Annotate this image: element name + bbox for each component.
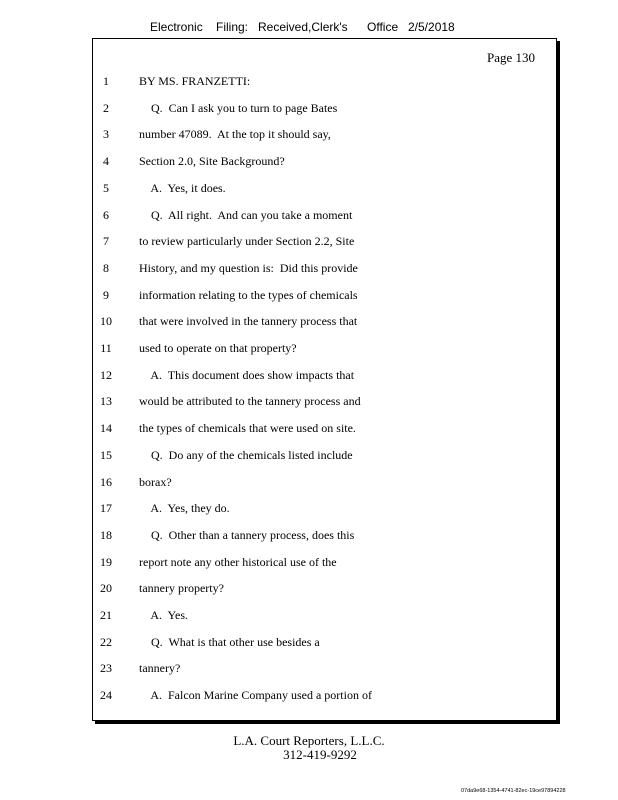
footer-phone: 312-419-9292	[283, 747, 357, 762]
line-number: 23	[100, 661, 112, 675]
line-number: 17	[100, 501, 112, 515]
header-date: 2/5/2018	[408, 20, 455, 34]
transcript-line: A. Yes, they do.	[139, 501, 230, 515]
transcript-line: borax?	[139, 475, 172, 489]
line-number: 7	[103, 234, 109, 248]
line-number: 3	[103, 127, 109, 141]
transcript-line: History, and my question is: Did this provide	[139, 261, 358, 275]
transcript-line: information relating to the types of chemicals	[139, 288, 358, 302]
transcript-line: Q. What is that other use besides a	[139, 635, 320, 649]
line-number: 4	[103, 154, 109, 168]
line-number: 18	[100, 528, 112, 542]
transcript-line: would be attributed to the tannery process and	[139, 394, 361, 408]
transcript-line: to review particularly under Section 2.2, Site	[139, 234, 355, 248]
line-number: 1	[103, 74, 109, 88]
transcript-line: Q. Other than a tannery process, does this	[139, 528, 355, 542]
transcript-line: number 47089. At the top it should say,	[139, 127, 331, 141]
footer-company: L.A. Court Reporters, L.L.C.	[233, 733, 385, 748]
line-number: 22	[100, 635, 112, 649]
line-number: 16	[100, 475, 112, 489]
line-number: 6	[103, 208, 109, 222]
line-number: 20	[100, 581, 112, 595]
transcript-line: BY MS. FRANZETTI:	[139, 74, 251, 88]
transcript-line: A. Yes, it does.	[139, 181, 226, 195]
transcript-line: A. Falcon Marine Company used a portion of	[139, 688, 372, 702]
transcript-line: report note any other historical use of the	[139, 555, 337, 569]
line-number: 12	[100, 368, 112, 382]
line-number: 19	[100, 555, 112, 569]
document-id: 07da9e68-1354-4741-82ec-19ce97894228	[461, 788, 566, 794]
header-word-filing: Filing:	[216, 20, 249, 34]
transcript-line: A. Yes.	[139, 608, 189, 622]
line-number: 8	[103, 261, 109, 275]
transcript-line: that were involved in the tannery process that	[139, 314, 358, 328]
line-number: 2	[103, 101, 109, 115]
line-number: 10	[100, 314, 112, 328]
filing-stamp-header	[0, 20, 618, 36]
line-number: 5	[103, 181, 109, 195]
line-number: 15	[100, 448, 112, 462]
line-number: 24	[100, 688, 112, 702]
page-number: Page 130	[487, 50, 536, 65]
header-word-received: Received,Clerk's	[258, 20, 348, 34]
transcript-line: A. This document does show impacts that	[139, 368, 355, 382]
line-number: 9	[103, 288, 109, 302]
transcript-line: tannery property?	[139, 581, 224, 595]
header-word-electronic: Electronic	[150, 20, 203, 34]
line-number: 13	[100, 394, 112, 408]
transcript-line: Q. Can I ask you to turn to page Bates	[139, 101, 338, 115]
transcript-line: used to operate on that property?	[139, 341, 297, 355]
line-number: 21	[100, 608, 112, 622]
transcript-line: tannery?	[139, 661, 181, 675]
line-number: 14	[100, 421, 112, 435]
transcript-line: the types of chemicals that were used on site.	[139, 421, 356, 435]
line-number: 11	[100, 341, 112, 355]
transcript-line: Q. All right. And can you take a moment	[139, 208, 353, 222]
header-word-office: Office	[367, 20, 399, 34]
transcript-line: Q. Do any of the chemicals listed include	[139, 448, 353, 462]
transcript-line: Section 2.0, Site Background?	[139, 154, 285, 168]
